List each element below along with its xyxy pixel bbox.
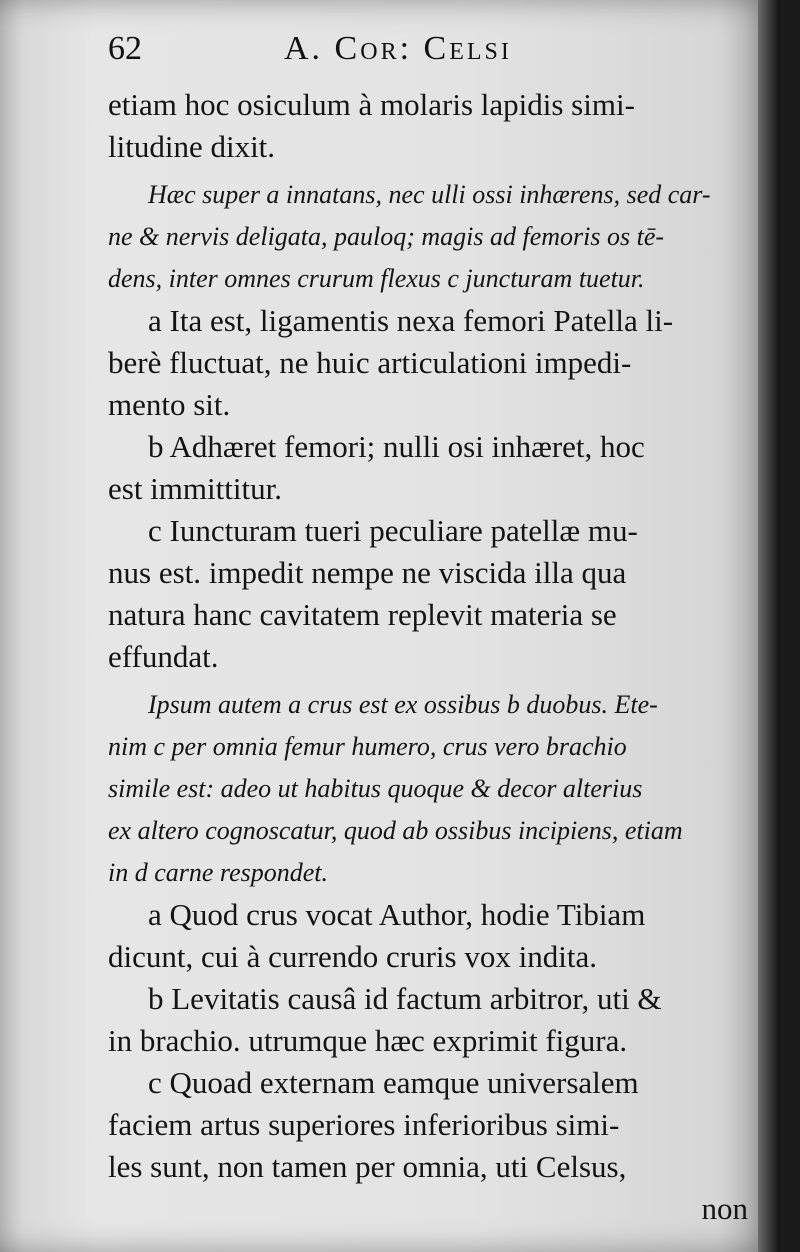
text-line: est immittitur. <box>108 471 282 506</box>
text-line: in brachio. utrumque hæc exprimit figura. <box>108 1023 628 1058</box>
note-line: c Quoad externam eamque universalem <box>148 1065 639 1100</box>
italic-text-line: in d carne respondet. <box>108 858 328 887</box>
note-line: a Ita est, ligamentis nexa femori Patella li- <box>148 303 674 338</box>
page-header <box>108 30 748 78</box>
text-line: faciem artus superiores inferioribus simi- <box>108 1107 620 1142</box>
note-line: c Iuncturam tueri peculiare patellæ mu- <box>148 513 638 548</box>
text-line: les sunt, non tamen per omnia, uti Celsus, <box>108 1149 627 1184</box>
book-gutter <box>758 0 780 1252</box>
page-number: 62 <box>108 30 142 67</box>
text-line: mento sit. <box>108 387 231 422</box>
catchword: non <box>701 1191 748 1226</box>
italic-text-line: Ipsum autem a crus est ex ossibus b duobus. Ete- <box>148 690 658 719</box>
italic-text-line: nim c per omnia femur humero, crus vero brachio <box>108 732 627 761</box>
running-title: A. Cor: Celsi <box>284 30 512 67</box>
note-line: b Levitatis causâ id factum arbitror, uti & <box>148 981 662 1016</box>
text-line: berè fluctuat, ne huic articulationi impedi- <box>108 345 632 380</box>
italic-text-line: dens, inter omnes crurum flexus c juncturam tuetur. <box>108 264 645 293</box>
note-line: b Adhæret femori; nulli osi inhæret, hoc <box>148 429 645 464</box>
note-line: a Quod crus vocat Author, hodie Tibiam <box>148 897 646 932</box>
italic-text-line: simile est: adeo ut habitus quoque & decor alterius <box>108 774 643 803</box>
text-line: effundat. <box>108 639 219 674</box>
italic-text-line: ne & nervis deligata, pauloq; magis ad femoris os tē- <box>108 222 665 251</box>
italic-text-line: Hæc super a innatans, nec ulli ossi inhærens, sed car- <box>148 180 711 209</box>
text-line: nus est. impedit nempe ne viscida illa qua <box>108 555 627 590</box>
text-line: litudine dixit. <box>108 129 276 164</box>
body-text <box>108 84 748 1230</box>
text-line: etiam hoc osiculum à molaris lapidis simi- <box>108 87 635 122</box>
text-line: dicunt, cui à currendo cruris vox indita. <box>108 939 597 974</box>
text-line: natura hanc cavitatem replevit materia se <box>108 597 617 632</box>
italic-text-line: ex altero cognoscatur, quod ab ossibus incipiens, etiam <box>108 816 683 845</box>
